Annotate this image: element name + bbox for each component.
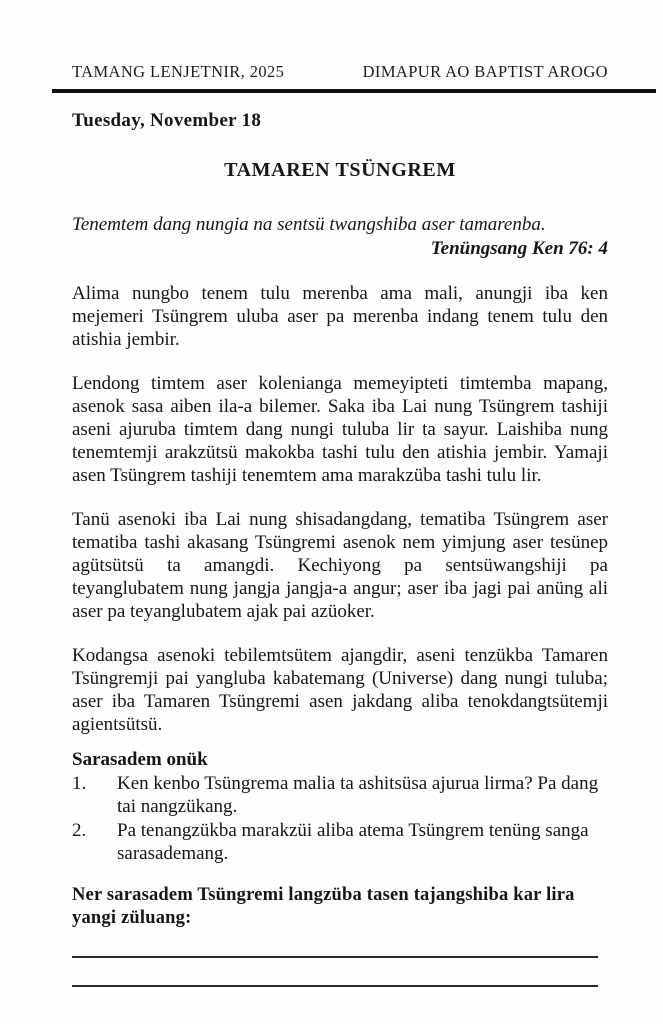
entry-date: Tuesday, November 18 [72,110,262,131]
writing-line-2 [72,985,598,987]
question-item-2 [72,819,608,865]
writing-line-1 [72,956,598,958]
body-paragraph-3: Tanü asenoki iba Lai nung shisadangdang, tematiba Tsüngrem aser tematiba tashi akasang Tsüngremi asenok nem yimjung aser tesünep agütsütsü ta amangdi. Kechiyong pa sentsüwangshiji pa teyanglubatem nung jangja jangja-a angur; aser iba jagi pai anüng ali aser pa teyanglubatem ajak pai azüoker. [72,509,608,622]
devotion-title: TAMAREN TSÜNGREM [224,159,456,181]
body-paragraph-2: Lendong timtem aser kolenianga memeyipteti timtemba mapang, asenok sasa aiben ila-a bilemer. Saka iba Lai nung Tsüngrem tashiji aseni ajuruba timtem dang nungi tuluba lir ta sayur. Laishiba nung tenemtemji arakzütsü makokba tashi tulu den atishia jembir. Yamaji asen Tsüngrem tashiji tenemtem ama marakzüba tashi tulu lir. [72,373,608,486]
question-number: 2. [72,820,87,841]
body-paragraph-4: Kodangsa asenoki tebilemtsütem ajangdir, aseni tenzükba Tamaren Tsüngremji pai yangluba kabatemang (Universe) dang nungi tuluba; aser iba Tamaren Tsüngremi asen jakdang aliba tenokdangtsütemji agientsütsü. [72,645,608,735]
body-paragraph-1: Alima nungbo tenem tulu merenba ama mali, anungji iba ken mejemeri Tsüngrem uluba aser pa merenba indang tenem tulu den atishia jembir. [72,283,608,350]
header-rule [52,89,656,93]
verse-reference: Tenüngsang Ken 76: 4 [430,238,608,259]
verse-text: Tenemtem dang nungia na sentsü twangshiba aser tamarenba. [72,214,546,235]
question-text: Ken kenbo Tsüngrema malia ta ashitsüsa ajurua lirma? Pa dang tai nangzükang. [117,773,599,817]
verse-block [72,213,608,260]
question-number: 1. [72,773,87,794]
publication-title: TAMANG LENJETNIR, 2025 [72,62,285,81]
question-text: Pa tenangzükba marakzüi aliba atema Tsüngrem tenüng sanga sarasademang. [117,820,589,864]
organization-name: DIMAPUR AO BAPTIST AROGO [362,62,608,81]
questions-heading: Sarasadem onük [72,749,208,770]
response-prompt: Ner sarasadem Tsüngremi langzüba tasen tajangshiba kar lira yangi züluang: [72,885,575,928]
question-item-1 [72,772,608,818]
running-header [72,62,608,82]
